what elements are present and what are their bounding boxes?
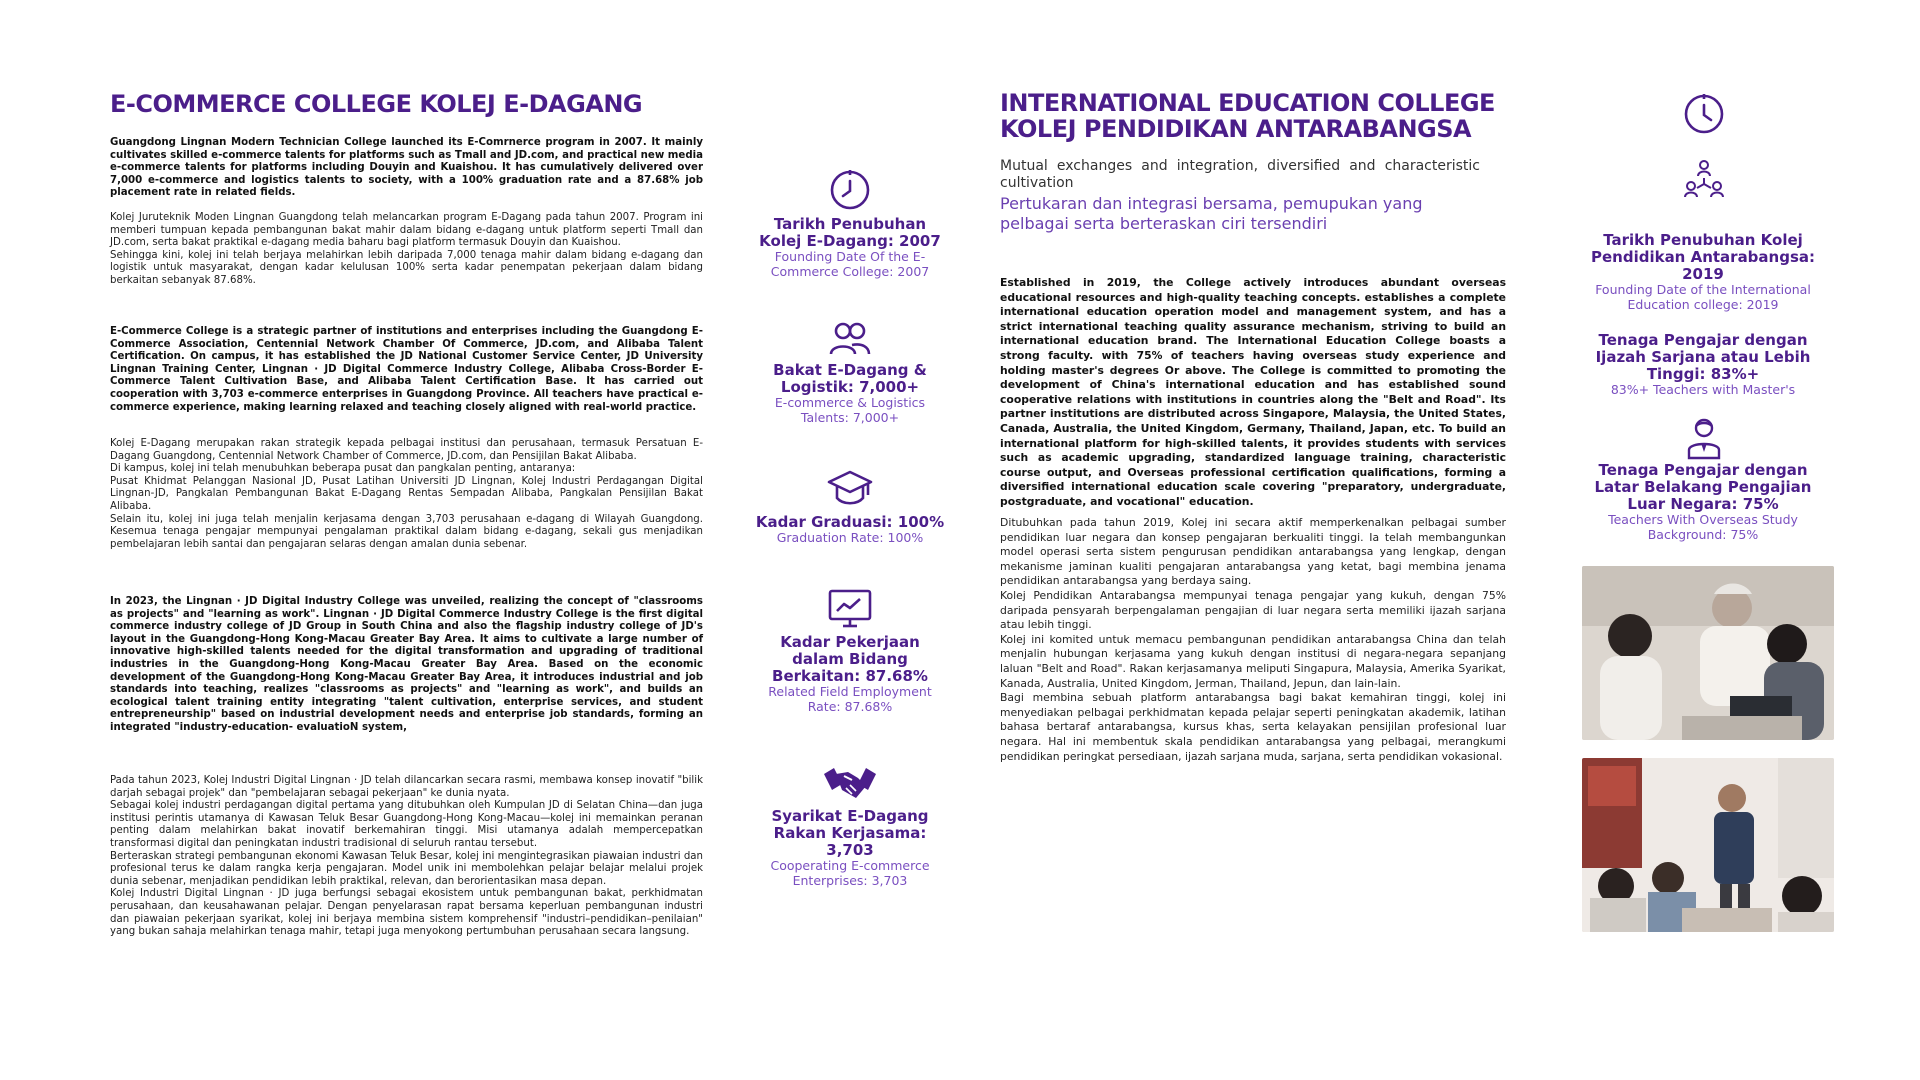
classroom-photo-2 xyxy=(1582,758,1834,932)
stat-title: Kadar Pekerjaan dalam Bidang Berkaitan: 87.68% xyxy=(772,633,928,685)
right-subtitle-ms: Pertukaran dan integrasi bersama, pemupukan yang pelbagai serta berteraskan ciri tersendiri xyxy=(1000,194,1423,233)
stat-talents xyxy=(752,320,948,425)
chart-monitor-icon xyxy=(827,588,873,630)
stat-title: Kadar Graduasi: 100% xyxy=(755,513,945,531)
classroom-photo-1 xyxy=(1582,566,1834,740)
people-icon xyxy=(828,320,872,358)
left-title: E-COMMERCE COLLEGE KOLEJ E-DAGANG xyxy=(110,90,643,118)
right-title-line-2: KOLEJ PENDIDIKAN ANTARABANGSA xyxy=(1000,115,1472,143)
stat-founding-international xyxy=(1590,232,1816,312)
stat-title: Tenaga Pengajar dengan Ijazah Sarjana atau Lebih Tinggi: 83%+ xyxy=(1595,331,1811,383)
stat-title: Bakat E-Dagang & Logistik: 7,000+ xyxy=(773,361,927,396)
stat-enterprises xyxy=(752,764,948,888)
stat-subtitle: 83%+ Teachers with Master's xyxy=(1610,382,1796,397)
left-paragraph-1: Guangdong Lingnan Modern Technician College launched its E-Comrnerce program in 2007. It mainly cultivates skilled e-commerce talents for platforms such as Tmall and JD.com, and practical new media e-commerce talents for platforms including Douyin and Kuaishou. It has cumulatively delivered over 7,000 e-commerce and logistics talents to society, with a 100% graduation rate and a 87.68% job placement rate in related fields. xyxy=(110,137,703,199)
network-people-icon xyxy=(1682,158,1726,202)
right-title xyxy=(1000,90,1495,142)
stat-graduation xyxy=(752,468,948,546)
stat-subtitle: Founding Date Of the E-Commerce College: 2007 xyxy=(770,249,930,279)
stat-masters xyxy=(1590,332,1816,398)
stat-employment xyxy=(752,588,948,714)
right-subtitle-en: Mutual exchanges and integration, diversified and characteristic cultivation xyxy=(1000,158,1480,191)
stat-title: Tarikh Penubuhan Kolej Pendidikan Antarabangsa: 2019 xyxy=(1590,231,1816,283)
right-title-line-1: INTERNATIONAL EDUCATION COLLEGE xyxy=(1000,89,1495,117)
stat-subtitle: Teachers With Overseas Study Background: 75% xyxy=(1608,512,1798,542)
stat-founding-ecommerce xyxy=(752,168,948,279)
stat-title: Tarikh Penubuhan Kolej E-Dagang: 2007 xyxy=(759,215,941,250)
right-paragraph-1: Established in 2019, the College actively introduces abundant overseas educational resources and high-quality teaching concepts. establishes a complete international education operation model and management system, and has a strict international teaching quality assurance mechanism, striving to build an international education brand. The International Education College boasts a strong faculty. with 75% of teachers having overseas study experience and holding master's degrees Or above. The College is committed to promoting the development of China's international education and has established sound cooperative relations with institutions in countries along the "Belt and Road". Its partner institutions are distributed across Singapore, Malaysia, the United States, Canada, Australia, the United Kingdom, Germany, Thailand, Japan, etc. To build an international platform for high-skilled talents, it provides students with services such as academic upgrading, standardized language training, characteristic course output, and Overseas professional certification qualifications, forming a diversified international education scale covering "preparatory, undergraduate, postgraduate, and vocational" education. xyxy=(1000,276,1506,508)
left-paragraph-5: In 2023, the Lingnan · JD Digital Industry College was unveiled, realizing the concept of "classrooms as projects" and "learning as work". Lingnan · JD Digital Commerce Industry College is the first digital commerce industry college of JD Group in South China and also the flagship industry college of JD's layout in the Guangdong-Hong Kong-Macau Greater Bay Area. It aims to cultivate a large number of innovative high-skilled talents needed for the digital transformation and upgrading of traditional industries in the Guangdong-Hong Kong-Macau Greater Bay Area. Based on the economic development of the Guangdong-Hong Kong-Macau Greater Bay Area, it introduces industrial and job standards into teaching, realizes "classrooms as projects" and "learning as work", and builds an ecological talent training entity integrating "talent cultivation, enterprise services, and student entrepreneurship" based on industrial development needs and enterprise job standards, forming an integrated "industry-education- evaluatioN system, xyxy=(110,596,703,733)
graduation-cap-icon xyxy=(827,468,873,510)
clock-icon xyxy=(828,168,872,212)
left-paragraph-4: Kolej E-Dagang merupakan rakan strategik kepada pelbagai institusi dan perusahaan, termasuk Persatuan E-Dagang Guangdong, Centennial Network Chamber of Commerce, JD.com, dan Pensijilan Bakat Alibaba. Di kampus, kolej ini telah menubuhkan beberapa pusat dan pangkalan penting, antaranya: Pusat Khidmat Pelanggan Nasional JD, Pusat Latihan Universiti JD Lingnan, Kolej Industri Perdagangan Digital Lingnan-JD, Pangkalan Pembangunan Bakat E-Dagang Rentas Sempadan Alibaba, Pangkalan Pensijilan Bakat Alibaba. Selain itu, kolej ini juga telah menjalin kerjasama dengan 3,703 perusahaan e-dagang di Wilayah Guangdong. Kesemua tenaga pengajar mempunyai pengalaman praktikal dalam bidang e-dagang, sekali gus menjadikan pembelajaran lebih santai dan pengajaran selaras dengan amalan dunia sebenar. xyxy=(110,438,703,550)
stat-subtitle: Graduation Rate: 100% xyxy=(776,530,924,545)
stat-subtitle: Cooperating E-commerce Enterprises: 3,703 xyxy=(770,858,930,888)
stat-subtitle: Related Field Employment Rate: 87.68% xyxy=(768,684,932,714)
left-paragraph-6: Pada tahun 2023, Kolej Industri Digital Lingnan · JD telah dilancarkan secara rasmi, membawa konsep inovatif "bilik darjah sebagai projek" dan "pembelajaran sebagai pekerjaan" ke dunia nyata. Sebagai kolej industri perdagangan digital pertama yang ditubuhkan oleh Kumpulan JD di Selatan China—dan juga institusi perintis utamanya di Kawasan Teluk Besar Guangdong-Hong Kong-Macau—kolej ini memainkan peranan penting dalam melahirkan bakat inovatif berkemahiran tinggi. Misi utamanya adalah mempercepatkan transformasi digital dan peningkatan industri tradisional di seluruh rantau tersebut. Berteraskan strategi pembangunan ekonomi Kawasan Teluk Besar, kolej ini mengintegrasikan piawaian industri dan profesional terus ke dalam rangka kerja pengajaran. Model unik ini membolehkan pelajar belajar melalui projek dunia sebenar, menjadikan pendidikan lebih praktikal, relevan, dan berorientasikan masa depan. Kolej Industri Digital Lingnan · JD juga berfungsi sebagai ekosistem untuk pembangunan bakat, perkhidmatan perusahaan, dan keusahawanan pelajar. Dengan penyelarasan rapat bersama keperluan pembangunan industri dan piawaian pekerjaan syarikat, kolej ini berjaya membina sistem komprehensif "industri–pendidikan–penilaian" yang bukan sahaja melahirkan tenaga mahir, tetapi juga menyokong pertumbuhan perusahaan secara langsung. xyxy=(110,775,703,938)
right-paragraph-2: Ditubuhkan pada tahun 2019, Kolej ini secara aktif memperkenalkan pelbagai sumber pendidikan luar negara dan konsep pengajaran berkualiti tinggi. Ia telah membangunkan model operasi serta sistem pengurusan pendidikan antarabangsa yang lengkap, dengan mekanisme jaminan kualiti pengajaran antarabangsa yang ketat, bagi membina jenama pendidikan antarabangsa yang berdaya saing. Kolej Pendidikan Antarabangsa mempunyai tenaga pengajar yang kukuh, dengan 75% daripada pensyarah berpengalaman pengajian di luar negara serta memiliki ijazah sarjana atau lebih tinggi. Kolej ini komited untuk memacu pembangunan pendidikan antarabangsa China dan telah menjalin hubungan kerjasama yang kukuh dengan institusi di negara-negara sepanjang laluan "Belt and Road". Rakan kerjasamanya meliputi Singapura, Malaysia, Amerika Syarikat, Kanada, Australia, United Kingdom, Jerman, Thailand, Jepun, dan lain-lain. Bagi membina sebuah platform antarabangsa bagi bakat kemahiran tinggi, kolej ini menyediakan pelbagai perkhidmatan kepada pelajar seperti peningkatan akademik, latihan bahasa bertaraf antarabangsa, kursus khas, serta kelayakan pensijilan profesional luar negara. Hal ini membentuk skala pendidikan antarabangsa yang pelbagai, merangkumi pendidikan peringkat persediaan, ijazah sarjana muda, sarjana, serta pendidikan vokasional. xyxy=(1000,516,1506,763)
teacher-icon xyxy=(1684,416,1724,460)
stat-subtitle: Founding Date of the International Education college: 2019 xyxy=(1595,282,1811,312)
left-paragraph-2: Kolej Juruteknik Moden Lingnan Guangdong telah melancarkan program E-Dagang pada tahun 2007. Program ini memberi tumpuan kepada pembangunan bakat mahir dalam bidang e-dagang untuk platform seperti Tmall dan JD.com, serta bakat praktikal e-dagang media baharu bagi platform termasuk Douyin dan Kuaishou. Sehingga kini, kolej ini telah berjaya melahirkan lebih daripada 7,000 tenaga mahir dalam bidang e-dagang dan logistik untuk masyarakat, dengan kadar kelulusan 100% serta kadar penempatan pekerjaan dalam bidang berkaitan sebanyak 87.68%. xyxy=(110,212,703,286)
stat-overseas xyxy=(1590,462,1816,542)
left-paragraph-3: E-Commerce College is a strategic partner of institutions and enterprises including the Guangdong E-Commerce Association, Centennial Network Chamber Of Commerce, JD.com, and Alibaba Talent Certification. On campus, it has established the JD National Customer Service Center, JD University Lingnan Training Center, Lingnan · JD Digital Commerce Industry College, Alibaba Cross-Border E-Commerce Talent Cultivation Base, and Alibaba Talent Certification Base. It has carried out cooperation with 3,703 e-commerce enterprises in Guangdong Province. All teachers have practical e-commerce experience, making learning relaxed and teaching closely aligned with real-world practice. xyxy=(110,326,703,413)
clock-icon xyxy=(1682,92,1726,136)
stat-title: Tenaga Pengajar dengan Latar Belakang Pengajian Luar Negara: 75% xyxy=(1594,461,1812,513)
stat-title: Syarikat E-Dagang Rakan Kerjasama: 3,703 xyxy=(771,807,929,859)
stat-subtitle: E-commerce & Logistics Talents: 7,000+ xyxy=(774,395,926,425)
handshake-icon xyxy=(822,764,878,804)
